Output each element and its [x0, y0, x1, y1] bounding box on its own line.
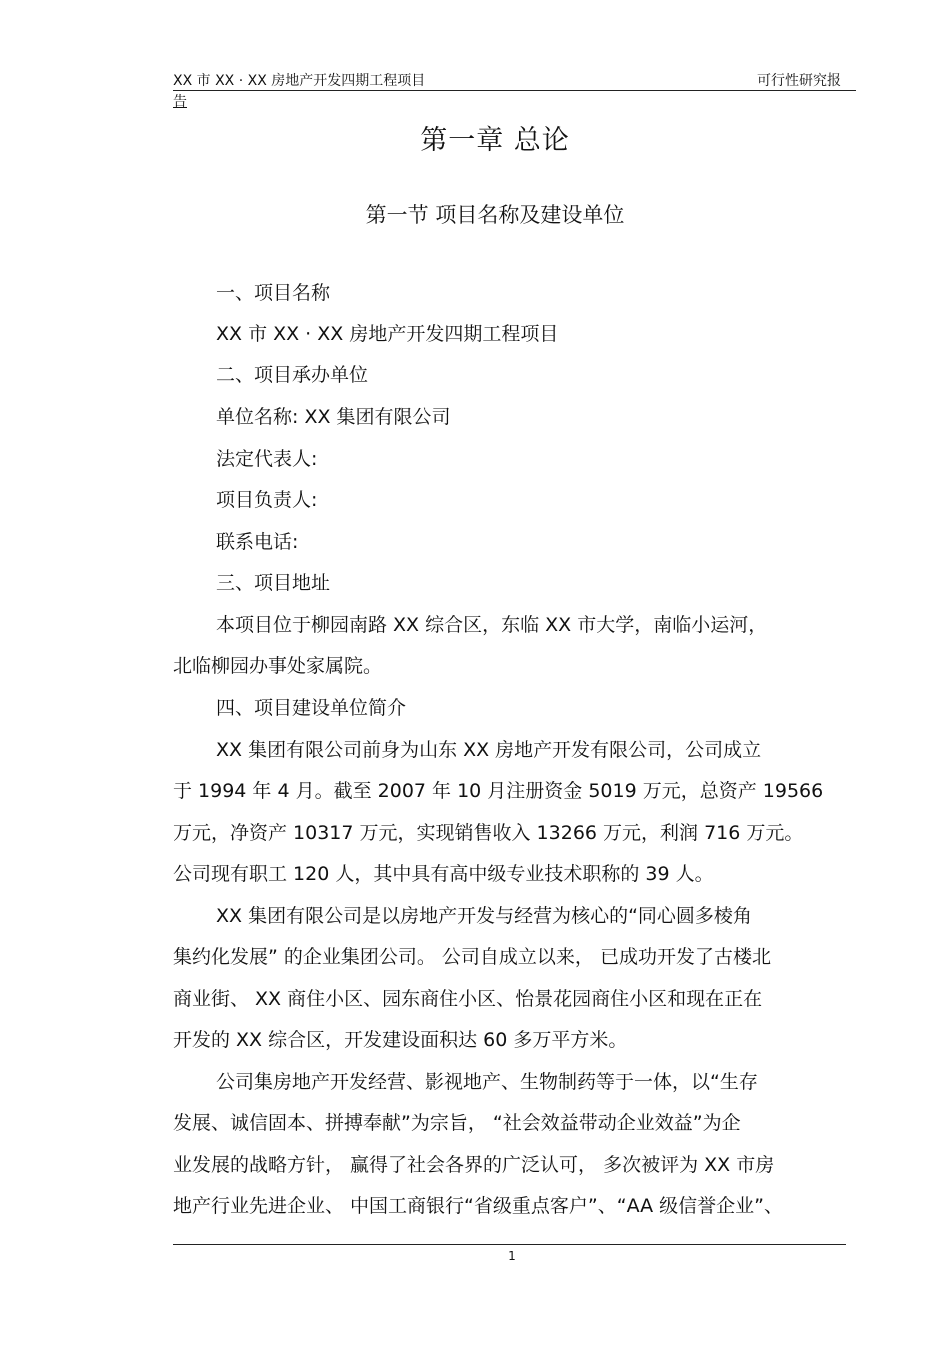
- legal-representative: 法定代表人:: [216, 448, 318, 470]
- profile-line-8: 开发的 XX 综合区，开发建设面积达 60 多万平方米。: [173, 1029, 628, 1051]
- running-header-wrap: 告: [173, 94, 187, 110]
- running-header-right: 可行性研究报: [757, 73, 841, 89]
- address-line-1: 本项目位于柳园南路 XX 综合区，东临 XX 市大学，南临小运河，: [216, 614, 768, 636]
- chapter-title: 第一章 总论: [420, 125, 570, 156]
- profile-line-1: XX 集团有限公司前身为山东 XX 房地产开发有限公司，公司成立: [216, 739, 762, 761]
- profile-line-4: 公司现有职工 120 人，其中具有高中级专业技术职称的 39 人。: [173, 863, 714, 885]
- profile-line-10: 发展、诚信固本、拼搏奉献”为宗旨， “社会效益带动企业效益”为企: [173, 1112, 741, 1134]
- running-header-left: XX 市 XX · XX 房地产开发四期工程项目: [173, 73, 426, 89]
- contact-phone: 联系电话:: [216, 531, 299, 553]
- profile-line-9: 公司集房地产开发经营、影视地产、生物制药等于一体，以“生存: [216, 1071, 758, 1093]
- heading-company-profile: 四、项目建设单位简介: [216, 697, 407, 719]
- profile-line-12: 地产行业先进企业、 中国工商银行“省级重点客户”、“AA 级信誉企业”、: [173, 1195, 783, 1217]
- project-name-value: XX 市 XX · XX 房地产开发四期工程项目: [216, 323, 559, 345]
- header-rule: [173, 90, 856, 91]
- profile-line-5: XX 集团有限公司是以房地产开发与经营为核心的“同心圆多棱角: [216, 905, 752, 927]
- address-line-2: 北临柳园办事处家属院。: [173, 655, 383, 677]
- section-title: 第一节 项目名称及建设单位: [365, 203, 625, 227]
- sponsor-name: 单位名称: XX 集团有限公司: [216, 406, 451, 428]
- footer-rule: [173, 1244, 846, 1245]
- project-manager: 项目负责人:: [216, 489, 318, 511]
- heading-project-name: 一、项目名称: [216, 282, 331, 304]
- heading-address: 三、项目地址: [216, 572, 331, 594]
- profile-line-2: 于 1994 年 4 月。截至 2007 年 10 月注册资金 5019 万元，总资产 19566: [173, 780, 824, 802]
- profile-line-3: 万元，净资产 10317 万元，实现销售收入 13266 万元，利润 716 万元。: [173, 822, 804, 844]
- profile-line-11: 业发展的战略方针， 赢得了社会各界的广泛认可， 多次被评为 XX 市房: [173, 1154, 775, 1176]
- profile-line-6: 集约化发展” 的企业集团公司。 公司自成立以来， 已成功开发了古楼北: [173, 946, 771, 968]
- page-number: 1: [508, 1249, 516, 1263]
- profile-line-7: 商业街、 XX 商住小区、园东商住小区、怡景花园商住小区和现在正在: [173, 988, 763, 1010]
- heading-sponsor: 二、项目承办单位: [216, 364, 369, 386]
